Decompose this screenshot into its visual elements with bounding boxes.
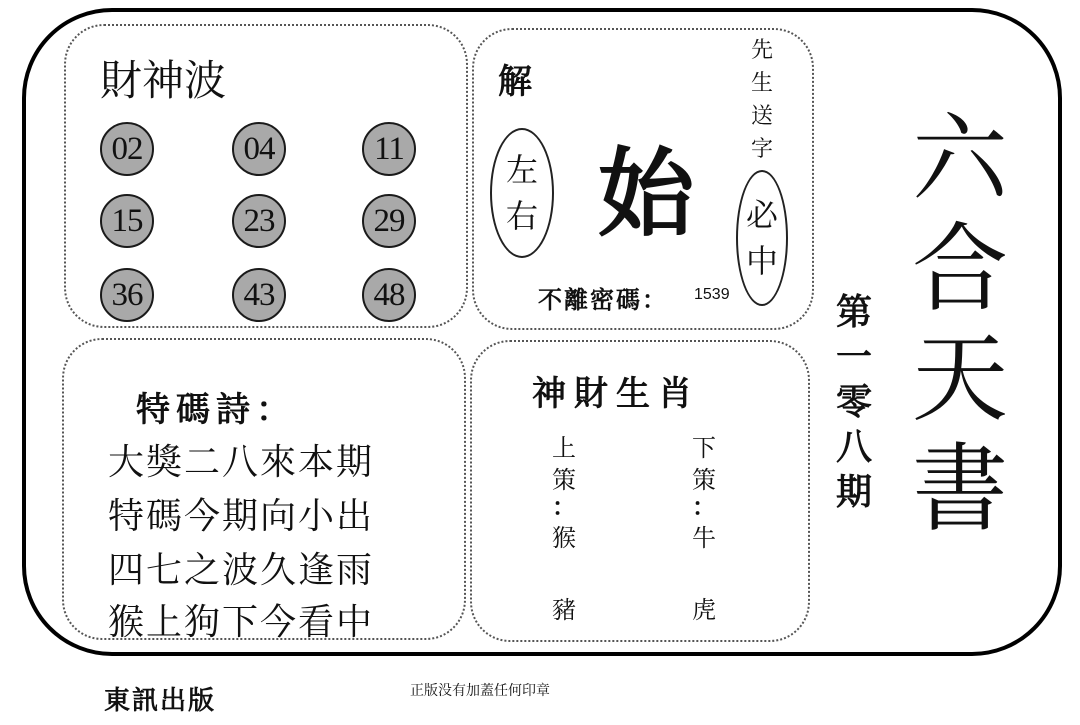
issue-char: 零 [836,382,873,423]
oval-char: 中 [745,242,778,280]
colon-mark: ： [552,492,576,521]
issue-number [836,290,872,515]
poem-line: 大獎二八來本期 [108,442,375,483]
main-character: 始 [598,138,694,250]
main-title [912,104,1008,544]
number-ball: 23 [232,194,286,248]
zodiac-animal: 虎 [692,596,716,624]
wave-title: 財神波 [100,56,227,105]
solve-label: 解 [498,62,532,102]
vertical-char: 生 [751,71,774,96]
title-char: 書 [912,433,1008,545]
authenticity-note: 正版没有加蓋任何印章 [410,683,550,699]
strategy-label-char: 上 [552,434,576,462]
title-char: 六 [912,103,1008,215]
upper-strategy-column [552,432,576,626]
poem-line: 四七之波久逢雨 [108,550,375,591]
publisher-label: 東訊出版 [104,686,217,716]
bi-zhong-oval [736,170,788,306]
strategy-label-char: 策 [552,466,576,494]
vertical-char: 先 [751,38,774,63]
number-ball: 11 [362,122,416,176]
number-ball: 02 [100,122,154,176]
strategy-label-char: 下 [692,434,716,462]
number-ball: 15 [100,194,154,248]
number-ball: 29 [362,194,416,248]
colon-mark: ： [692,492,716,521]
issue-char: 八 [836,427,873,468]
number-ball: 48 [362,268,416,322]
oval-char: 左 [505,151,538,189]
vertical-char: 字 [751,137,774,162]
poem-line: 特碼今期向小出 [108,496,375,537]
poem-line: 猴上狗下今看中 [108,602,375,643]
issue-char: 一 [836,337,873,378]
title-char: 合 [912,213,1008,325]
code-label: 不離密碼： [538,286,668,314]
issue-char: 第 [836,292,873,333]
zodiac-animal: 猴 [552,524,576,552]
oval-char: 右 [505,197,538,235]
poem-title: 特碼詩： [136,390,296,430]
mister-gift-column [751,34,773,166]
issue-char: 期 [836,472,873,513]
number-ball: 36 [100,268,154,322]
left-right-oval [490,128,554,258]
oval-char: 必 [745,196,778,234]
code-value: 1539 [694,286,730,303]
vertical-char: 送 [751,104,774,129]
title-char: 天 [912,323,1008,435]
number-ball: 43 [232,268,286,322]
lower-strategy-column [692,432,716,626]
zodiac-title: 神財生肖 [532,374,700,414]
zodiac-animal: 豬 [552,596,576,624]
zodiac-animal: 牛 [692,524,716,552]
number-ball: 04 [232,122,286,176]
strategy-label-char: 策 [692,466,716,494]
